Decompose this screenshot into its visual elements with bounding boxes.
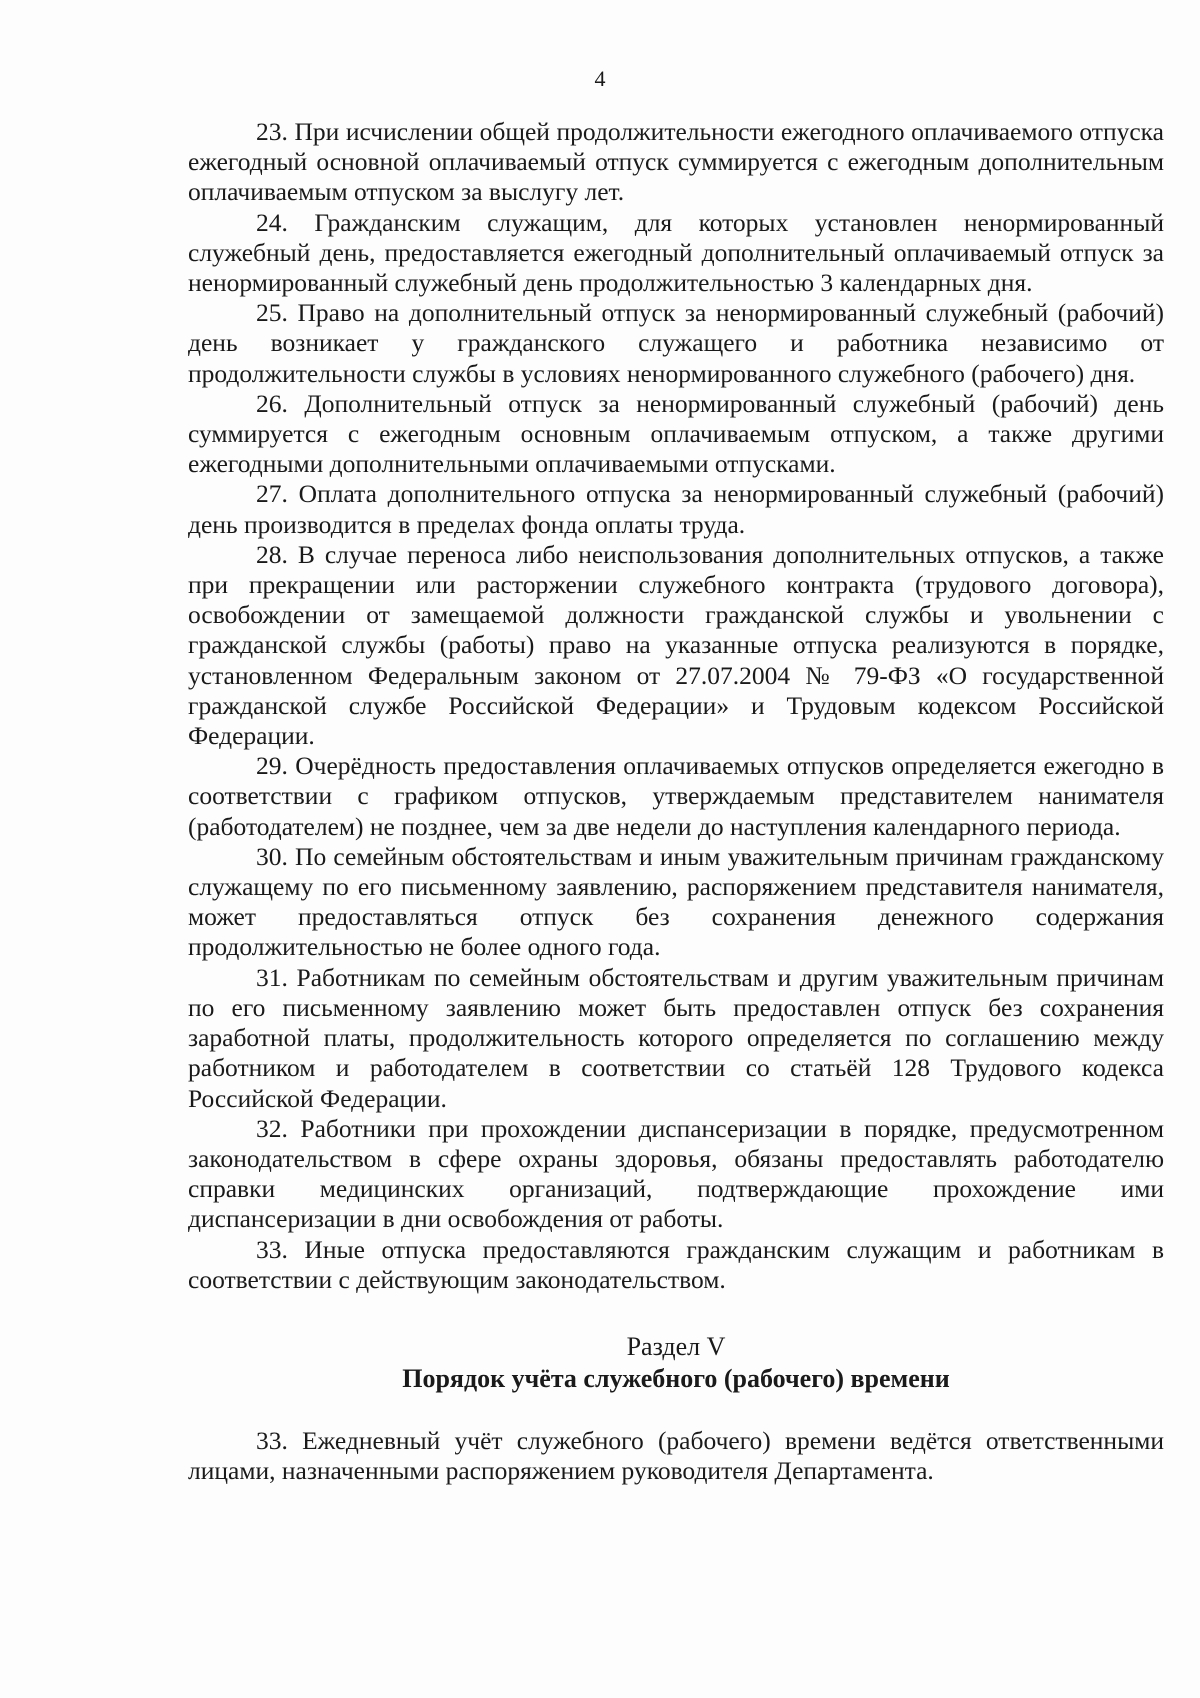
section-paragraph-33: 33. Ежедневный учёт служебного (рабочего) времени ведётся ответственными лицами, назначенными распоряжением руководителя Департамента. xyxy=(188,1425,1164,1486)
paragraph-32: 32. Работники при прохождении диспансеризации в порядке, предусмотренном законодательством в сфере охраны здоровья, обязаны предоставлять работодателю справки медицинских организаций, подтверждающие прохождение ими диспансеризации в дни освобождения от работы. xyxy=(188,1113,1164,1234)
section-heading xyxy=(188,1331,1164,1395)
page-number: 4 xyxy=(594,66,606,91)
paragraph-24: 24. Гражданским служащим, для которых установлен ненормированный служебный день, предоставляется ежегодный дополнительный оплачиваемый отпуск за ненормированный служебный день продолжительностью 3 календарных дня. xyxy=(188,207,1164,298)
paragraph-29: 29. Очерёдность предоставления оплачиваемых отпусков определяется ежегодно в соответствии с графиком отпусков, утверждаемым представителем нанимателя (работодателем) не позднее, чем за две недели до наступления календарного периода. xyxy=(188,751,1164,841)
section-label: Раздел V xyxy=(626,1331,726,1361)
paragraph-33: 33. Иные отпуска предоставляются гражданским служащим и работникам в соответствии с действующим законодательством. xyxy=(188,1234,1164,1294)
document-body xyxy=(188,117,1164,1486)
paragraph-30: 30. По семейным обстоятельствам и иным уважительным причинам гражданскому служащему по его письменному заявлению, распоряжением представителя нанимателя, может предоставляться отпуск без сохранения денежного содержания продолжительностью не более одного года. xyxy=(188,841,1164,962)
section-body xyxy=(188,1426,1164,1486)
paragraph-27: 27. Оплата дополнительного отпуска за ненормированный служебный (рабочий) день производится в пределах фонда оплаты труда. xyxy=(188,479,1164,539)
paragraph-31: 31. Работникам по семейным обстоятельствам и другим уважительным причинам по его письменному заявлению может быть предоставлен отпуск без сохранения заработной платы, продолжительность которого определяется по соглашению между работником и работодателем в соответствии со статьёй 128 Трудового кодекса Российской Федерации. xyxy=(188,962,1164,1113)
paragraph-26: 26. Дополнительный отпуск за ненормированный служебный (рабочий) день суммируется с ежегодным основным оплачиваемым отпуском, а также другими ежегодными дополнительными оплачиваемыми отпусками. xyxy=(188,388,1164,479)
paragraph-28: 28. В случае переноса либо неиспользования дополнительных отпусков, а также при прекращении или расторжении служебного контракта (трудового договора), освобождении от замещаемой должности гражданской службы и увольнении с гражданской службы (работы) право на указанные отпуска реализуются в порядке, установленном Федеральным законом от 27.07.2004 № 79-ФЗ «О государственной гражданской службе Российской Федерации» и Трудовым кодексом Российской Федерации. xyxy=(188,539,1164,751)
section-title: Порядок учёта служебного (рабочего) времени xyxy=(402,1363,950,1393)
paragraph-25: 25. Право на дополнительный отпуск за ненормированный служебный (рабочий) день возникает у гражданского служащего и работника независимо от продолжительности службы в условиях ненормированного служебного (рабочего) дня. xyxy=(188,298,1164,388)
paragraph-23: 23. При исчислении общей продолжительности ежегодного оплачиваемого отпуска ежегодный основной оплачиваемый отпуск суммируется с ежегодным дополнительным оплачиваемым отпуском за выслугу лет. xyxy=(188,117,1164,207)
